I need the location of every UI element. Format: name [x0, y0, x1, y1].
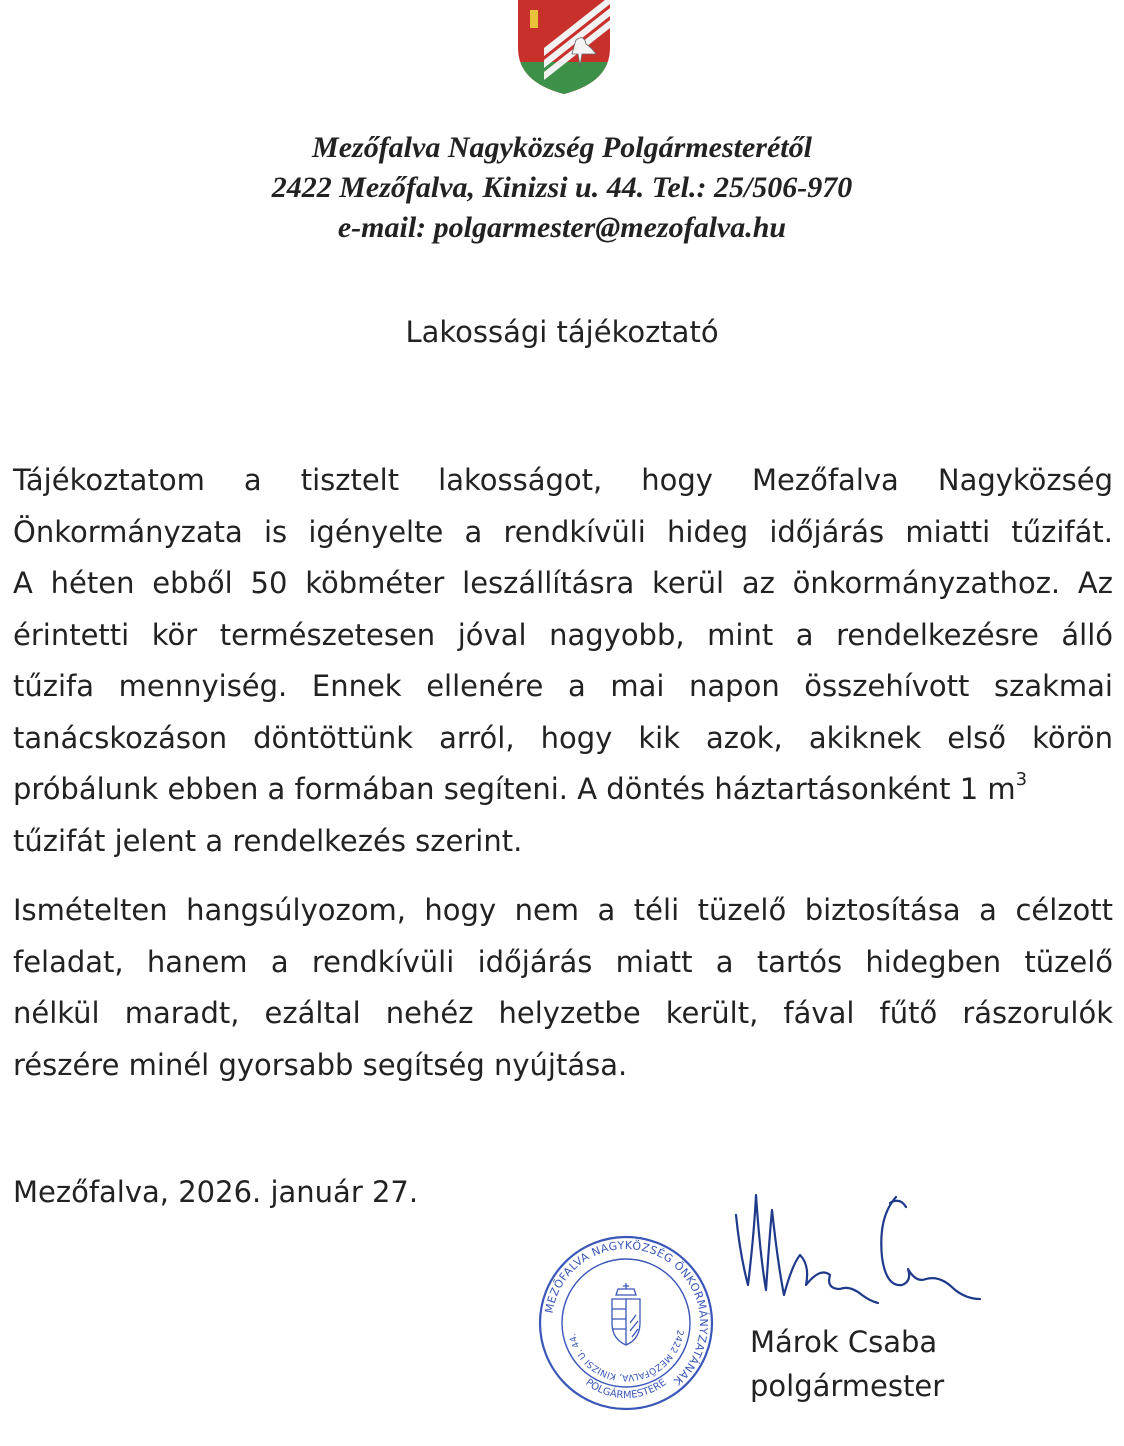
paragraph-line: Önkormányzata is igényelte a rendkívüli hideg időjárás miatti tűzifát. — [13, 514, 1113, 549]
paragraph-line: feladat, hanem a rendkívüli időjárás miatt a tartós hidegben tüzelő — [13, 944, 1113, 979]
paragraph-line-with-unit — [13, 764, 1113, 816]
letterhead — [0, 128, 1124, 248]
letterhead-email: e-mail: polgarmester@mezofalva.hu — [337, 211, 787, 244]
handwritten-signature — [720, 1175, 1000, 1335]
paragraph-line: próbálunk ebben a formában segíteni. A döntés háztartásonként 1 m — [13, 772, 1016, 806]
paragraph-line-last: részére minél gyorsabb segítség nyújtása. — [13, 1047, 628, 1082]
coat-of-arms-icon — [612, 1283, 640, 1345]
municipal-crest-logo — [514, 0, 614, 96]
paragraph-line: érintetti kör természetesen jóval nagyobb, mint a rendelkezésre álló — [13, 617, 1113, 652]
official-stamp — [536, 1233, 716, 1413]
document-body — [13, 455, 1113, 1091]
document-date: Mezőfalva, 2026. január 27. — [13, 1175, 419, 1209]
stamp-bottom-text: POLGÁRMESTERE — [583, 1377, 669, 1402]
paragraph-line: A héten ebből 50 köbméter leszállításra kerül az önkormányzathoz. Az — [13, 566, 1113, 600]
signer-block — [750, 1320, 944, 1408]
signer-title: polgármester — [750, 1369, 945, 1403]
paragraph-line-last: tűzifát jelent a rendelkezés szerint. — [13, 823, 523, 858]
paragraph-line: nélkül maradt, ezáltal nehéz helyzetbe került, fával fűtő rászorulók — [13, 996, 1113, 1030]
signer-name: Márok Csaba — [750, 1325, 938, 1359]
paragraph-line: Ismételten hangsúlyozom, hogy nem a téli tüzelő biztosítása a célzott — [13, 893, 1113, 927]
paragraph-line: tanácskozáson döntöttünk arról, hogy kik azok, akiknek első körön — [13, 720, 1113, 755]
unit-superscript: 3 — [1015, 769, 1028, 790]
letterhead-address: 2422 Mezőfalva, Kinizsi u. 44. Tel.: 25/506-970 — [271, 171, 853, 204]
paragraph-line: tűzifa mennyiség. Ennek ellenére a mai napon összehívott szakmai — [13, 669, 1113, 703]
paragraph-line: Tájékoztatom a tisztelt lakosságot, hogy Mezőfalva Nagyközség — [13, 463, 1113, 497]
paragraph-2 — [13, 885, 1113, 1091]
paragraph-1 — [13, 455, 1113, 867]
document-title: Lakossági tájékoztató — [405, 315, 719, 349]
stamp-inner-text: 2422 MEZŐFALVA, KINIZSI U. 44. — [568, 1328, 685, 1383]
letterhead-sender: Mezőfalva Nagyközség Polgármesterétől — [312, 131, 812, 164]
stamp-outer-text: MEZŐFALVA NAGYKÖZSÉG ÖNKORMÁNYZATÁNAK — [542, 1238, 711, 1388]
